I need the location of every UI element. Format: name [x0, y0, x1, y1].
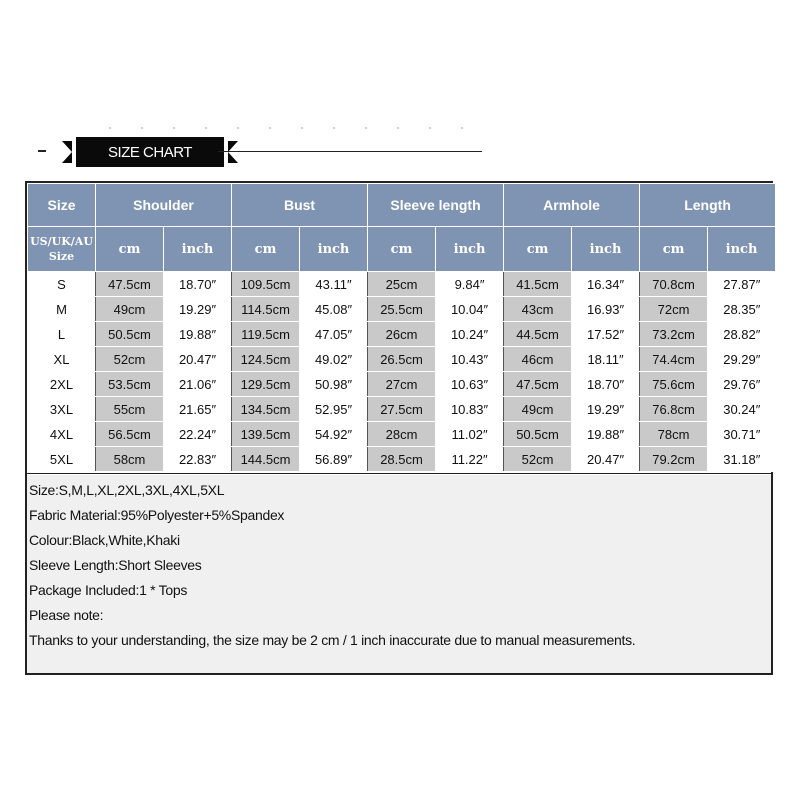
group-header-shoulder: Shoulder [96, 184, 232, 227]
size-chart-title-bar [38, 133, 488, 169]
size-table-body [28, 272, 776, 472]
inch-cell: 43.11″ [300, 272, 368, 297]
cm-cell: 26cm [368, 322, 436, 347]
table-row [28, 397, 776, 422]
table-row [28, 372, 776, 397]
size-sub-header-line2: Size [48, 250, 75, 263]
info-line: Colour:Black,White,Khaki [29, 532, 180, 548]
cm-cell: 25.5cm [368, 297, 436, 322]
unit-inch: inch [708, 227, 776, 272]
inch-cell: 19.29″ [572, 397, 640, 422]
unit-inch: inch [300, 227, 368, 272]
cm-cell: 139.5cm [232, 422, 300, 447]
group-header-length: Length [640, 184, 776, 227]
table-row [28, 322, 776, 347]
inch-cell: 21.65″ [164, 397, 232, 422]
unit-cm: cm [640, 227, 708, 272]
inch-cell: 29.76″ [708, 372, 776, 397]
inch-cell: 50.98″ [300, 372, 368, 397]
size-cell: 5XL [28, 447, 96, 472]
cm-cell: 58cm [96, 447, 164, 472]
inch-cell: 9.84″ [436, 272, 504, 297]
product-info [27, 475, 771, 673]
group-header-bust: Bust [232, 184, 368, 227]
title-rule [218, 151, 482, 152]
cm-cell: 73.2cm [640, 322, 708, 347]
inch-cell: 29.29″ [708, 347, 776, 372]
cm-cell: 78cm [640, 422, 708, 447]
inch-cell: 31.18″ [708, 447, 776, 472]
unit-cm: cm [96, 227, 164, 272]
info-divider [27, 473, 771, 474]
unit-inch: inch [572, 227, 640, 272]
cm-cell: 47.5cm [96, 272, 164, 297]
cm-cell: 27cm [368, 372, 436, 397]
cm-cell: 28.5cm [368, 447, 436, 472]
cm-cell: 114.5cm [232, 297, 300, 322]
cm-cell: 28cm [368, 422, 436, 447]
decorative-dots [94, 127, 474, 129]
cm-cell: 55cm [96, 397, 164, 422]
group-header-sleeve-length: Sleeve length [368, 184, 504, 227]
page-title: SIZE CHART [108, 143, 192, 161]
cm-cell: 79.2cm [640, 447, 708, 472]
table-row [28, 422, 776, 447]
inch-cell: 16.93″ [572, 297, 640, 322]
info-line: Fabric Material:95%Polyester+5%Spandex [29, 507, 285, 523]
inch-cell: 10.24″ [436, 322, 504, 347]
info-line: Thanks to your understanding, the size may be 2 cm / 1 inch inaccurate due to manual measurements. [29, 632, 636, 648]
title-dash [38, 150, 46, 152]
size-cell: 2XL [28, 372, 96, 397]
inch-cell: 54.92″ [300, 422, 368, 447]
inch-cell: 10.83″ [436, 397, 504, 422]
inch-cell: 47.05″ [300, 322, 368, 347]
inch-cell: 16.34″ [572, 272, 640, 297]
inch-cell: 56.89″ [300, 447, 368, 472]
inch-cell: 11.22″ [436, 447, 504, 472]
table-row [28, 447, 776, 472]
inch-cell: 17.52″ [572, 322, 640, 347]
group-header-row [28, 184, 776, 227]
cm-cell: 70.8cm [640, 272, 708, 297]
cm-cell: 119.5cm [232, 322, 300, 347]
unit-inch: inch [436, 227, 504, 272]
inch-cell: 28.82″ [708, 322, 776, 347]
cm-cell: 49cm [96, 297, 164, 322]
inch-cell: 18.11″ [572, 347, 640, 372]
size-cell: S [28, 272, 96, 297]
cm-cell: 52cm [96, 347, 164, 372]
unit-cm: cm [504, 227, 572, 272]
inch-cell: 19.88″ [572, 422, 640, 447]
info-line: Size:S,M,L,XL,2XL,3XL,4XL,5XL [29, 482, 225, 498]
size-table [27, 183, 776, 472]
title-banner [62, 137, 238, 167]
size-cell: M [28, 297, 96, 322]
table-row [28, 297, 776, 322]
size-header: Size [28, 184, 96, 227]
cm-cell: 76.8cm [640, 397, 708, 422]
cm-cell: 50.5cm [504, 422, 572, 447]
cm-cell: 134.5cm [232, 397, 300, 422]
cm-cell: 75.6cm [640, 372, 708, 397]
cm-cell: 72cm [640, 297, 708, 322]
cm-cell: 25cm [368, 272, 436, 297]
info-line: Sleeve Length:Short Sleeves [29, 557, 202, 573]
cm-cell: 46cm [504, 347, 572, 372]
inch-cell: 10.43″ [436, 347, 504, 372]
inch-cell: 52.95″ [300, 397, 368, 422]
group-header-armhole: Armhole [504, 184, 640, 227]
inch-cell: 18.70″ [572, 372, 640, 397]
cm-cell: 44.5cm [504, 322, 572, 347]
inch-cell: 10.04″ [436, 297, 504, 322]
size-sub-header [28, 227, 96, 272]
inch-cell: 28.35″ [708, 297, 776, 322]
cm-cell: 53.5cm [96, 372, 164, 397]
cm-cell: 124.5cm [232, 347, 300, 372]
cm-cell: 47.5cm [504, 372, 572, 397]
table-row [28, 347, 776, 372]
inch-cell: 18.70″ [164, 272, 232, 297]
cm-cell: 49cm [504, 397, 572, 422]
unit-cm: cm [232, 227, 300, 272]
inch-cell: 30.24″ [708, 397, 776, 422]
cm-cell: 74.4cm [640, 347, 708, 372]
size-sub-header-line1: US/UK/AU [30, 235, 93, 248]
cm-cell: 41.5cm [504, 272, 572, 297]
cm-cell: 43cm [504, 297, 572, 322]
inch-cell: 11.02″ [436, 422, 504, 447]
inch-cell: 30.71″ [708, 422, 776, 447]
banner-notch-right [228, 141, 238, 163]
unit-header-row [28, 227, 776, 272]
size-cell: XL [28, 347, 96, 372]
inch-cell: 21.06″ [164, 372, 232, 397]
inch-cell: 20.47″ [572, 447, 640, 472]
inch-cell: 19.88″ [164, 322, 232, 347]
size-cell: 3XL [28, 397, 96, 422]
inch-cell: 49.02″ [300, 347, 368, 372]
cm-cell: 50.5cm [96, 322, 164, 347]
info-line: Package Included:1 * Tops [29, 582, 188, 598]
size-cell: L [28, 322, 96, 347]
size-cell: 4XL [28, 422, 96, 447]
cm-cell: 144.5cm [232, 447, 300, 472]
unit-cm: cm [368, 227, 436, 272]
cm-cell: 56.5cm [96, 422, 164, 447]
banner-notch-left [62, 141, 72, 163]
cm-cell: 129.5cm [232, 372, 300, 397]
table-row [28, 272, 776, 297]
unit-inch: inch [164, 227, 232, 272]
inch-cell: 20.47″ [164, 347, 232, 372]
size-chart [25, 181, 773, 675]
cm-cell: 27.5cm [368, 397, 436, 422]
inch-cell: 22.24″ [164, 422, 232, 447]
info-line: Please note: [29, 607, 104, 623]
inch-cell: 10.63″ [436, 372, 504, 397]
inch-cell: 22.83″ [164, 447, 232, 472]
cm-cell: 52cm [504, 447, 572, 472]
inch-cell: 19.29″ [164, 297, 232, 322]
cm-cell: 109.5cm [232, 272, 300, 297]
inch-cell: 27.87″ [708, 272, 776, 297]
inch-cell: 45.08″ [300, 297, 368, 322]
cm-cell: 26.5cm [368, 347, 436, 372]
